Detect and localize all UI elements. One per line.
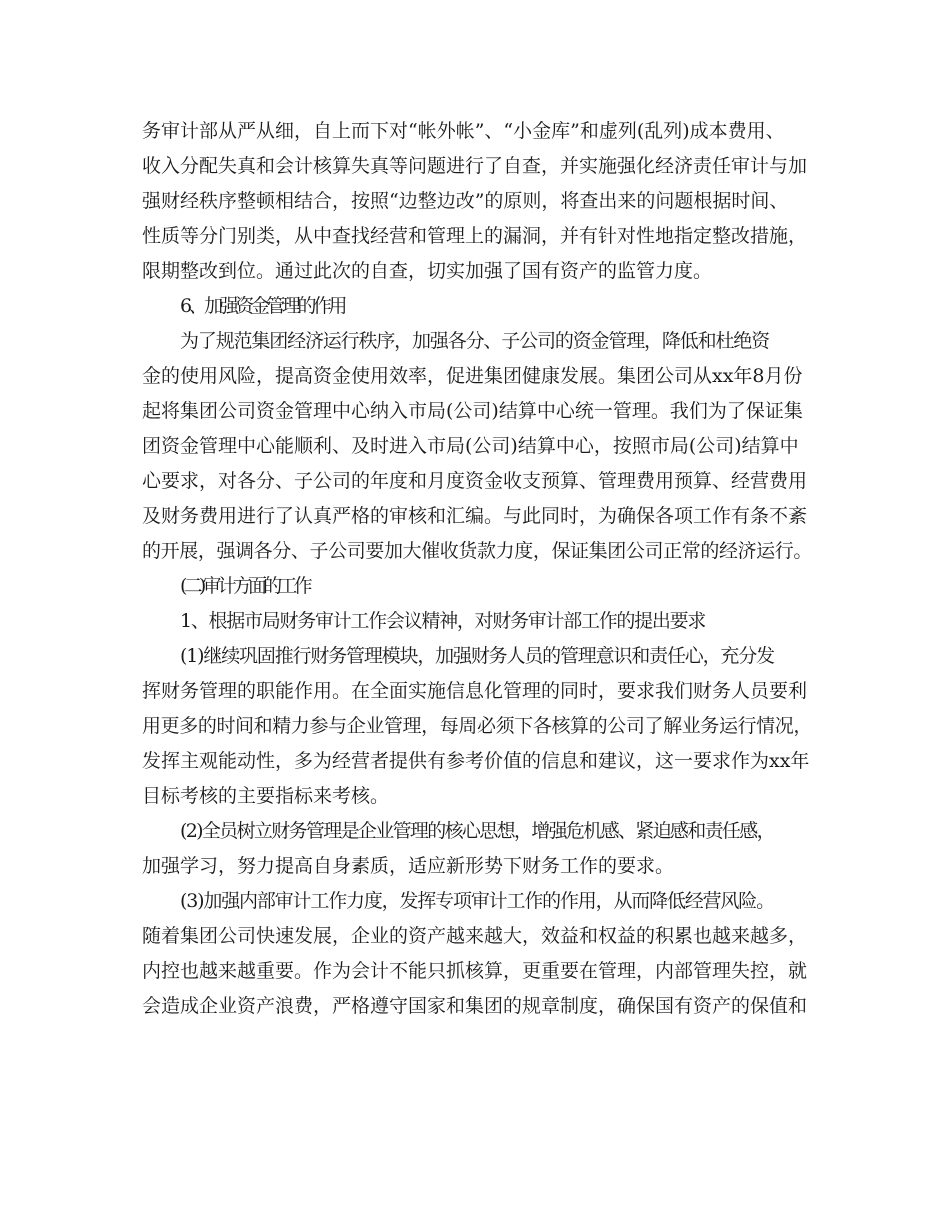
text-line: (3)加强内部审计工作力度，发挥专项审计工作的作用，从而降低经营风险。 [180, 890, 774, 912]
text-line: 的开展，强调各分、子公司要加大催收货款力度，保证集团公司正常的经济运行。 [142, 540, 813, 562]
text-line: 团资金管理中心能顺利、及时进入市局(公司)结算中心，按照市局(公司)结算中 [142, 435, 799, 457]
text-line: 为了规范集团经济运行秩序，加强各分、子公司的资金管理，降低和杜绝资 [180, 330, 770, 352]
text-line: (1)继续巩固推行财务管理模块，加强财务人员的管理意识和责任心，充分发 [180, 645, 774, 667]
text-line: 起将集团公司资金管理中心纳入市局(公司)结算中心统一管理。我们为了保证集 [142, 400, 803, 422]
text-line: 加强学习，努力提高自身素质，适应新形势下财务工作的要求。 [142, 855, 675, 877]
text-line: 目标考核的主要指标来考核。 [142, 785, 390, 807]
text-line: 限期整改到位。通过此次的自查，切实加强了国有资产的监管力度。 [142, 260, 713, 282]
text-line: (2)全员树立财务管理是企业管理的核心思想，增强危机感、紧迫感和责任感， [180, 820, 774, 842]
text-line: 1、根据市局财务审计工作会议精神，对财务审计部工作的提出要求 [180, 610, 706, 632]
text-line: 会造成企业资产浪费，严格遵守国家和集团的规章制度，确保国有资产的保值和 [142, 995, 808, 1017]
text-line: 性质等分门别类，从中查找经营和管理上的漏洞，并有针对性地指定整改措施， [142, 225, 808, 247]
text-line: 6、加强资金管理的作用 [180, 295, 345, 317]
text-line: 挥财务管理的职能作用。在全面实施信息化管理的同时，要求我们财务人员要利 [142, 680, 808, 702]
text-line: 及财务费用进行了认真严格的审核和汇编。与此同时，为确保各项工作有条不紊 [142, 505, 808, 527]
text-line: 收入分配失真和会计核算失真等问题进行了自查，并实施强化经济责任审计与加 [142, 155, 808, 177]
text-line: 发挥主观能动性，多为经营者提供有参考价值的信息和建议，这一要求作为xx年 [142, 750, 810, 772]
text-line: 心要求，对各分、子公司的年度和月度资金收支预算、管理费用预算、经营费用 [142, 470, 808, 492]
text-line: (二)审计方面的工作 [180, 575, 309, 597]
text-line: 务审计部从严从细，自上而下对“帐外帐”、“小金库”和虚列(乱列)成本费用、 [142, 120, 785, 142]
text-line: 随着集团公司快速发展，企业的资产越来越大，效益和权益的积累也越来越多， [142, 925, 808, 947]
body-text [142, 114, 812, 1024]
text-line: 内控也越来越重要。作为会计不能只抓核算，更重要在管理，内部管理失控，就 [142, 960, 808, 982]
text-line: 用更多的时间和精力参与企业管理，每周必须下各核算的公司了解业务运行情况， [142, 715, 813, 737]
text-line: 金的使用风险，提高资金使用效率，促进集团健康发展。集团公司从xx年8月份 [142, 365, 803, 387]
text-line: 强财经秩序整顿相结合，按照“边整边改”的原则，将查出来的问题根据时间、 [142, 190, 789, 212]
